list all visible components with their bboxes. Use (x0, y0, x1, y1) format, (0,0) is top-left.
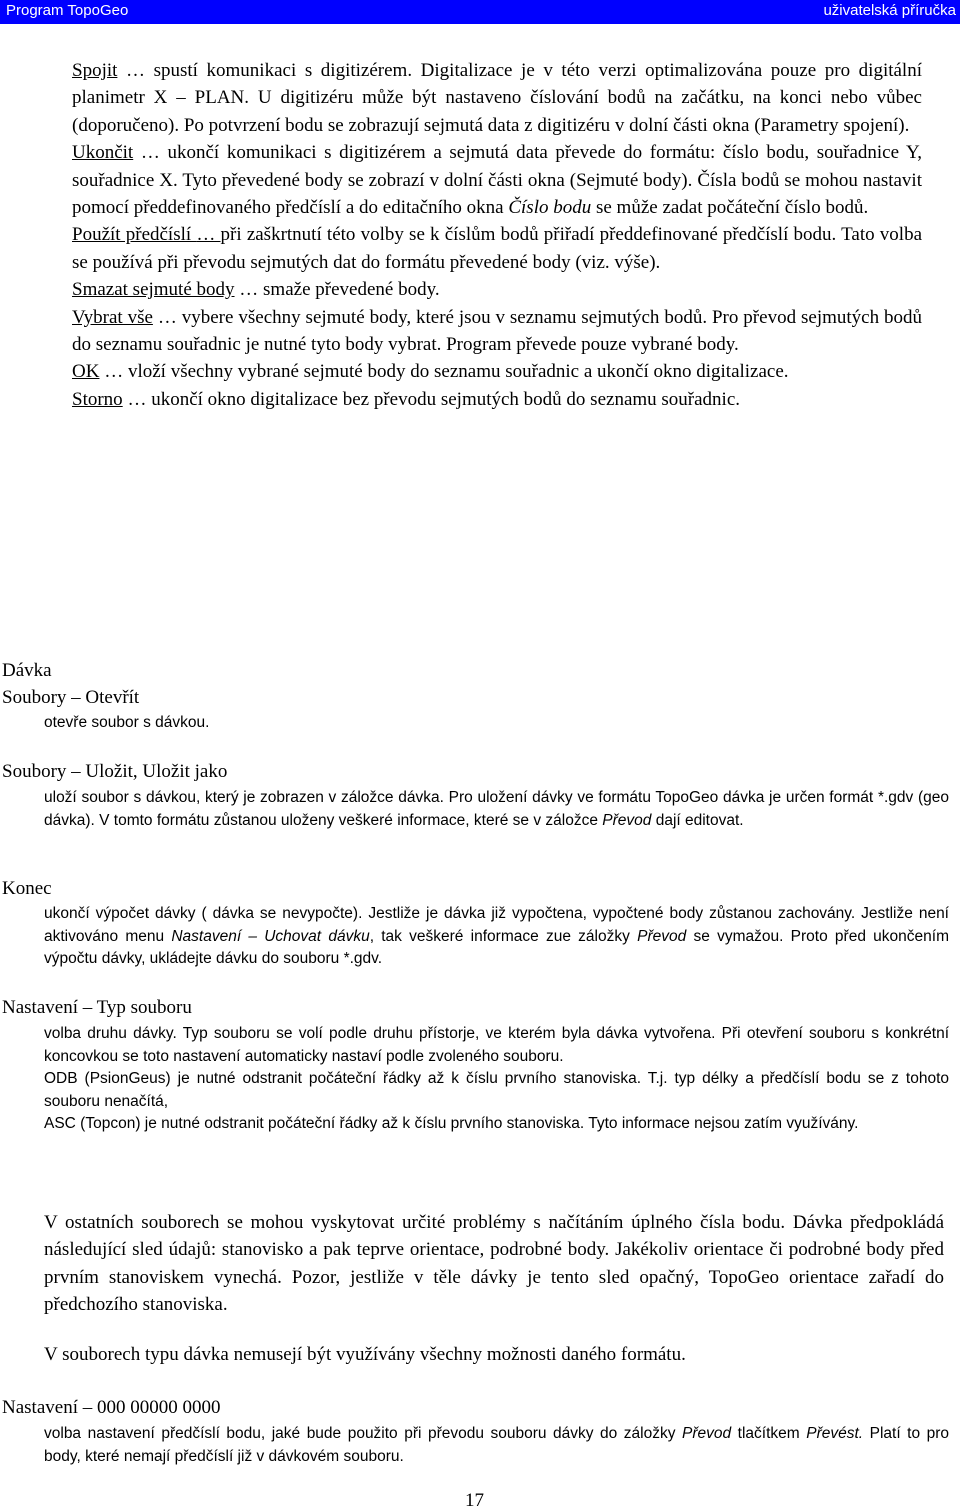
predcisli-desc-text2: tlačítkem (731, 1425, 807, 1442)
separator: … (99, 361, 128, 383)
ukoncit-term: Ukončit (72, 142, 134, 164)
konec-desc-text: ukončí výpočet dávky ( dávka se nevypočte). Jestliže je dávka již vypočtena, vypočtené body zůstanou zachovány. Jestliže není aktivováno menu (44, 905, 949, 945)
ok-term: OK (72, 361, 100, 383)
konec-desc-italic2: Převod (637, 927, 687, 945)
storno-item (72, 386, 922, 413)
digitizer-section (72, 57, 922, 413)
pouzit-term: Použít předčíslí (72, 224, 197, 246)
separator: … (133, 142, 168, 164)
vybrat-term: Vybrat vše (72, 306, 153, 328)
predcisli-desc-text3: Platí to pro body, které nemají předčíslí již v dávkovém souboru. (44, 1425, 950, 1465)
pouzit-item (72, 221, 922, 276)
ulozit-desc (44, 787, 949, 832)
konec-desc-italic1: Nastavení – Uchovat dávku (171, 927, 370, 945)
predcisli-desc-text: volba nastavení předčíslí bodu, jaké bude použito při převodu souboru dávky do záložky (44, 1425, 683, 1442)
typ-desc (44, 1023, 949, 1136)
davka-title: Dávka (2, 660, 52, 681)
spojit-term: Spojit (72, 60, 118, 81)
separator: … (122, 388, 152, 410)
ukoncit-text2: se může zadat počáteční číslo bodů. (591, 197, 869, 219)
page-number: 17 (465, 1490, 484, 1511)
spojit-item (72, 57, 922, 139)
header-manual-title: uživatelská příručka (823, 2, 956, 19)
konec-desc (44, 903, 949, 971)
spojit-text: spustí komunikaci s digitizérem. Digitalizace je v této verzi optimalizována pouze pro digitální planimetr X – PLAN. U digitizéru může být nastaveno číslování bodů na začátku, na konci nebo vůbec (doporučeno). Po potvrzení bodu se zobrazují sejmutá data z digitizéru v dolní části okna (Parametry spojení). (72, 60, 922, 136)
separator: … (152, 306, 182, 328)
pouzit-text: při zaškrtnutí této volby se k číslům bodů přiřadí předdefinované předčíslí bodu. Tato volba se používá při převodu sejmutých dat do formátu převedené body (viz. výše). (72, 224, 923, 273)
storno-term: Storno (72, 388, 123, 410)
typ-desc3: ASC (Topcon) je nutné odstranit počáteční řádky až k číslu prvního stanoviska. Tyto informace nejsou zatím využívány. (44, 1115, 859, 1132)
smazat-term: Smazat sejmuté body (72, 279, 235, 301)
ukoncit-italic: Číslo bodu (508, 197, 592, 219)
ulozit-heading: Soubory – Uložit, Uložit jako (2, 761, 228, 782)
konec-heading: Konec (2, 878, 52, 899)
ukoncit-item (72, 139, 922, 221)
predcisli-desc-italic1: Převod (682, 1425, 732, 1442)
typ-body1: V ostatních souborech se mohou vyskytovat určité problémy s načítáním úplného čísla bodu. Dávka předpokládá následující sled údajů: stanovisko a pak teprve orientace, podrobné body. Jakékoliv orientace či podrobné body před prvním stanoviskem vynechá. Pozor, jestliže v těle dávky je tento sled opačný, TopoGeo orientace zařadí do předchozího stanoviska. (44, 1212, 944, 1316)
header-program-name: Program TopoGeo (6, 2, 129, 19)
typ-body (44, 1209, 944, 1368)
predcisli-desc-italic2: Převést. (806, 1425, 864, 1442)
smazat-item (72, 276, 922, 303)
ukoncit-text: ukončí komunikaci s digitizérem a sejmutá data převede do formátu: číslo bodu, souřadnice Y, souřadnice X. Tyto převedené body se zobrazí v dolní části okna (Sejmuté body). Čísla bodů se mohou nastavit pomocí předdefinovaného předčíslí a do editačního okna (72, 142, 922, 219)
ok-item (72, 358, 922, 385)
typ-desc2: ODB (PsionGeus) je nutné odstranit počáteční řádky až k číslu prvního stanoviska. T.j. typ délky a předčíslí bodu se z tohoto souboru nenačítá, (44, 1070, 949, 1110)
vybrat-item (72, 304, 922, 359)
otevrit-desc: otevře soubor s dávkou. (44, 714, 210, 731)
separator: … (234, 279, 264, 301)
predcisli-heading: Nastavení – 000 00000 0000 (2, 1397, 221, 1418)
separator: … (196, 224, 221, 246)
konec-desc-text3: se vymažou. Proto před ukončením výpočtu dávky, ukládejte dávku do souboru *.gdv. (44, 927, 949, 967)
page-header (0, 0, 960, 24)
storno-text: ukončí okno digitalizace bez převodu sejmutých bodů do seznamu souřadnic. (151, 388, 741, 410)
typ-desc1: volba druhu dávky. Typ souboru se volí podle druhu přístorje, ve kterém byla dávka vytvořena. Při otevření souboru s konkrétní koncovkou se toto nastavení automaticky nastaví podle zvoleného souboru. (44, 1025, 949, 1065)
typ-heading: Nastavení – Typ souboru (2, 997, 192, 1018)
ulozit-desc-italic: Převod (602, 811, 652, 829)
konec-desc-text2: , tak veškeré informace zue záložky (369, 927, 638, 945)
ok-text: vloží všechny vybrané sejmuté body do seznamu souřadnic a ukončí okno digitalizace. (127, 361, 789, 383)
typ-body2: V souborech typu dávka nemusejí být využívány všechny možnosti daného formátu. (44, 1343, 686, 1365)
otevrit-heading: Soubory – Otevřít (2, 687, 140, 708)
separator: … (117, 60, 154, 81)
ulozit-desc-text2: dají editovat. (651, 811, 744, 829)
vybrat-text: vybere všechny sejmuté body, které jsou v seznamu sejmutých bodů. Pro převod sejmutých bodů do seznamu souřadnic je nutné tyto body vybrat. Program převede pouze vybrané body. (72, 306, 923, 356)
smazat-text: smaže převedené body. (263, 279, 440, 301)
ulozit-desc-text: uloží soubor s dávkou, který je zobrazen v záložce dávka. Pro uložení dávky ve formátu TopoGeo dávka je určen formát *.gdv (geo dávka). V tomto formátu zůstanou uloženy veškeré informace, které se v záložce (44, 789, 949, 829)
predcisli-desc (44, 1423, 949, 1468)
